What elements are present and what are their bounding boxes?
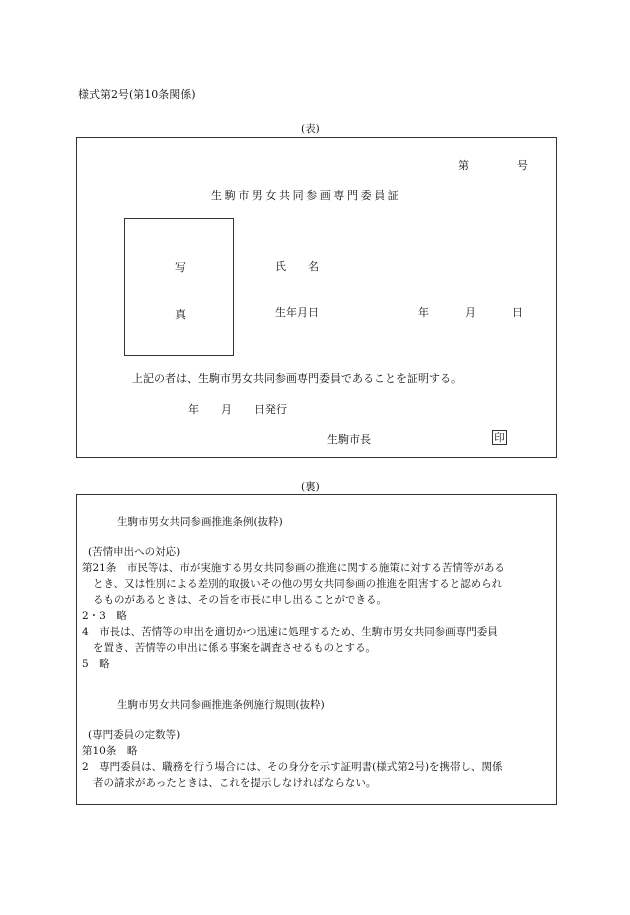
- certify-text: 上記の者は、生駒市男女共同参画専門委員であることを証明する。: [132, 372, 462, 385]
- issue-date: 年 月 日発行: [188, 403, 287, 416]
- form-label: 様式第2号(第10条関係): [78, 88, 196, 101]
- article-21-line-1: 第21条 市民等は、市が実施する男女共同参画の推進に関する施策に対する苦情等がある: [82, 562, 505, 574]
- rules-title: 生駒市男女共同参画推進条例施行規則(抜粋): [117, 699, 325, 711]
- dob-day: 日: [512, 306, 523, 319]
- number-dai: 第: [458, 159, 469, 172]
- ordinance-title: 生駒市男女共同参画推進条例(抜粋): [117, 516, 283, 528]
- item-2-3: 2・3 略: [82, 610, 127, 622]
- name-label: 氏 名: [275, 260, 319, 273]
- article-10-2-line-1: 2 専門委員は、職務を行う場合には、その身分を示す証明書(様式第2号)を携帯し、関係: [82, 761, 503, 773]
- article-21-line-3: るものがあるときは、その旨を市長に申し出ることができる。: [93, 594, 387, 606]
- rules-caption: (専門委員の定数等): [88, 729, 181, 741]
- article-21-line-2: とき、又は性別による差別的取扱いその他の男女共同参画の推進を阻害すると認められ: [93, 578, 503, 590]
- front-card: [76, 137, 557, 458]
- item-4-line-2: を置き、苦情等の申出に係る事案を調査させるものとする。: [93, 642, 377, 654]
- dob-year: 年: [418, 306, 429, 319]
- front-heading: (表): [301, 123, 320, 135]
- dob-month: 月: [465, 306, 476, 319]
- card-title: 生駒市男女共同参画専門委員証: [211, 189, 402, 202]
- seal-box: 印: [492, 430, 507, 445]
- mayor-label: 生駒市長: [327, 433, 371, 446]
- back-card: [76, 494, 557, 805]
- photo-label-top: 写: [175, 261, 186, 274]
- photo-label-bottom: 真: [175, 308, 186, 321]
- article-10: 第10条 略: [82, 745, 138, 757]
- number-go: 号: [517, 159, 528, 172]
- photo-frame: [124, 218, 234, 356]
- dob-label: 生年月日: [275, 306, 319, 319]
- complaint-caption: (苦情申出への対応): [88, 546, 181, 558]
- article-10-2-line-2: 者の請求があったときは、これを提示しなければならない。: [93, 777, 377, 789]
- item-5: 5 略: [82, 658, 110, 670]
- back-heading: (裏): [301, 481, 320, 493]
- item-4-line-1: 4 市長は、苦情等の申出を適切かつ迅速に処理するため、生駒市男女共同参画専門委員: [82, 626, 498, 638]
